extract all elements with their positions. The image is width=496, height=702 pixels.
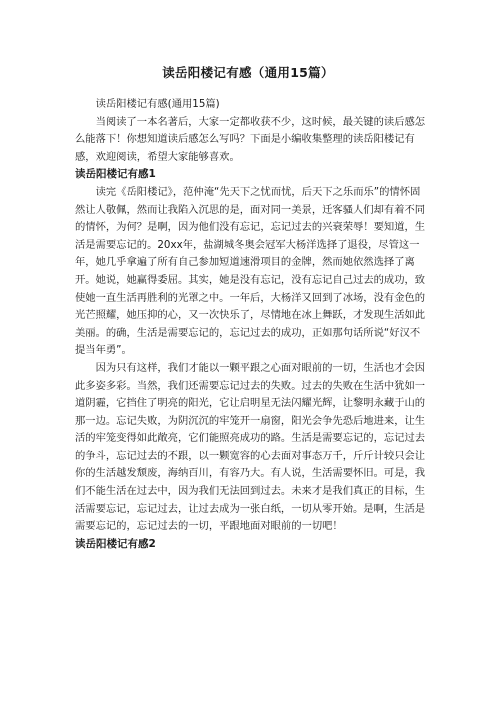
section1-paragraph-1: 读完《岳阳楼记》，范仲淹“先天下之忧而忧，后天下之乐而乐”的情怀固然让人敬佩，然而让我陷入沉思的是，面对同一美景，迁客骚人们却有着不同的情怀，为何？是啊，因为他们没有忘记，忘记过去的兴衰荣辱！要知道，生活是需要忘记的。20xx年，盐湖城冬奥会冠军大杨洋选择了退役，尽管这一年，她几乎拿遍了所有自己参加短道速滑项目的金牌，然而她依然选择了离开。她说，她赢得委屈。其实，她是没有忘记，没有忘记自己过去的成功，致使她一直生活再胜利的光罩之中。一年后，大杨洋又回到了冰场，没有金色的光芒照耀，她压抑的心，又一次快乐了，尽情地在冰上舞跃，才发现生活如此美丽。的确，生活是需要忘记的，忘记过去的成功，正如那句话所说“好汉不提当年勇”。 [75,185,426,357]
intro-paragraph: 当阅读了一本名著后，大家一定都收获不少，这时候，最关键的读后感怎么能落下！你想知道读后感怎么写吗？下面是小编收集整理的读岳阳楼记有感，欢迎阅读，希望大家能够喜欢。 [75,115,426,163]
section-heading-2: 读岳阳楼记有感2 [75,537,156,550]
document-title: 读岳阳楼记有感（通用15篇） [162,65,334,80]
section-heading-1: 读岳阳楼记有感1 [75,168,156,181]
document-body [75,96,427,553]
section1-paragraph-2: 因为只有这样，我们才能以一颗平跟之心面对眼前的一切，生活也才会因此多姿多彩。当然，我们还需要忘记过去的失败。过去的失败在生活中犹如一道阴霾，它挡住了明亮的阳光，它让启明星无法闪耀光辉，让黎明永藏于山的那一边。忘记失败，为阴沉沉的牢笼开一扇窗，阳光会争先恐后地进来，让生活的牢笼变得如此敞亮，它们能照亮成功的路。生活是需要忘记的，忘记过去的争斗，忘记过去的不跟，以一颗宽容的心去面对事态万千，斤斤计较只会让你的生活越发颓废，海纳百川，有容乃大。有人说，生活需要怀旧。可是，我们不能生活在过去中，因为我们无法回到过去。未来才是我们真正的目标，生活需要忘记，忘记过去，让过去成为一张白纸，一切从零开始。是啊，生活是需要忘记的，忘记过去的一切，平跟地面对眼前的一切吧！ [75,361,426,533]
subtitle-paragraph: 读岳阳楼记有感(通用15篇) [95,98,220,110]
